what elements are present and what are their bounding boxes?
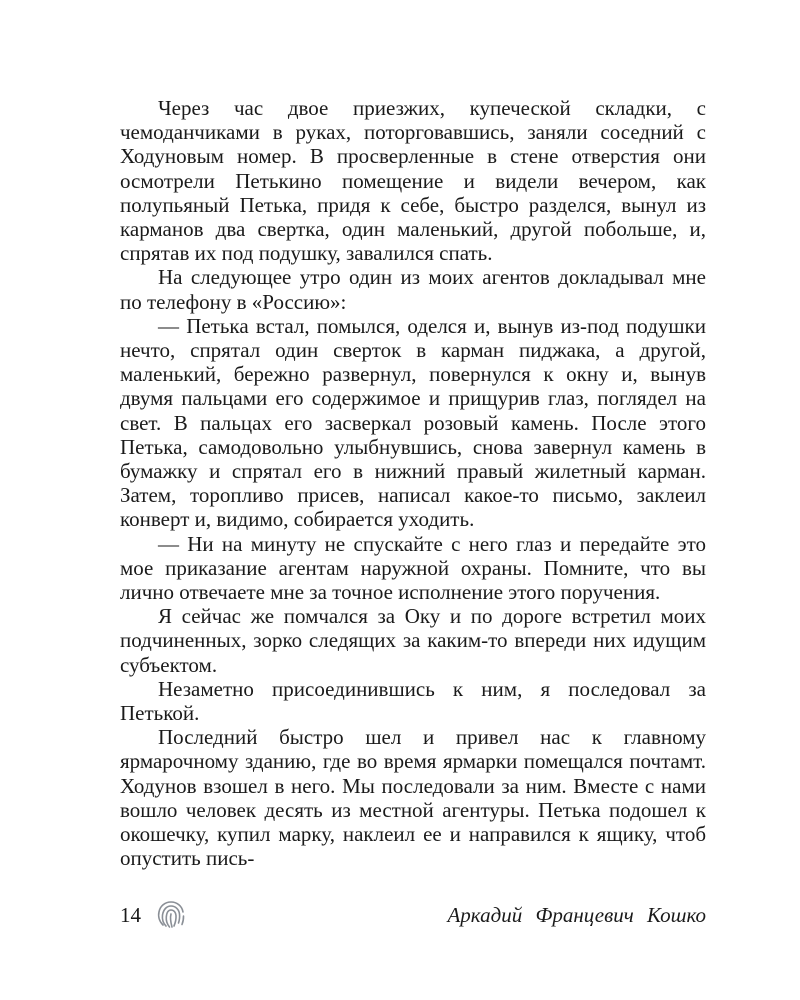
paragraph: Незаметно присоединившись к ним, я последовал за Петькой. <box>120 676 706 726</box>
paragraph: На следующее утро один из моих агентов докладывал мне по телефону в «Россию»: <box>120 265 706 314</box>
body-text <box>120 96 706 871</box>
fingerprint-icon <box>154 897 188 931</box>
page-number: 14 <box>120 903 141 927</box>
paragraph: — Петька встал, помылся, оделся и, вынув из-под подушки нечто, спрятал один сверток в карман пиджака, а другой, маленький, бережно развернул, повернулся к окну и, вынув двумя пальцами его содержимое и прищурив глаз, поглядел на свет. В пальцах его засверкал розовый камень. После этого Петька, самодовольно улыбнувшись, снова завернул камень в бумажку и спрятал его в нижний правый жилетный карман. Затем, торопливо присев, написал какое-то письмо, заклеил конверт и, видимо, собирается уходить. <box>120 313 706 532</box>
paragraph: Последний быстро шел и привел нас к главному ярмарочному зданию, где во время ярмарки помещался почтамт. Ходунов взошел в него. Мы последовали за ним. Вместе с нами вошло человек десять из местной агентуры. Петька подошел к окошечку, купил марку, наклеил ее и направился к ящику, чтоб опустить пись- <box>120 725 706 871</box>
paragraph: Я сейчас же помчался за Оку и по дороге встретил моих подчиненных, зорко следящих за каким-то впереди них идущим субъектом. <box>120 604 706 677</box>
page-footer <box>120 897 706 931</box>
paragraph: — Ни на минуту не спускайте с него глаз и передайте это мое приказание агентам наружной охраны. Помните, что вы лично отвечаете мне за точное исполнение этого поручения. <box>120 531 706 605</box>
paragraph: Через час двое приезжих, купеческой складки, с чемоданчиками в руках, поторговавшись, заняли соседний с Ходуновым номер. В просверленные в стене отверстия они осмотрели Петькино помещение и видели вечером, как полупьяный Петька, придя к себе, быстро разделся, вынул из карманов два свертка, один маленький, другой побольше, и, спрятав их под подушку, завалился спать. <box>120 96 706 266</box>
author-name: Аркадий Францевич Кошко <box>447 903 706 927</box>
